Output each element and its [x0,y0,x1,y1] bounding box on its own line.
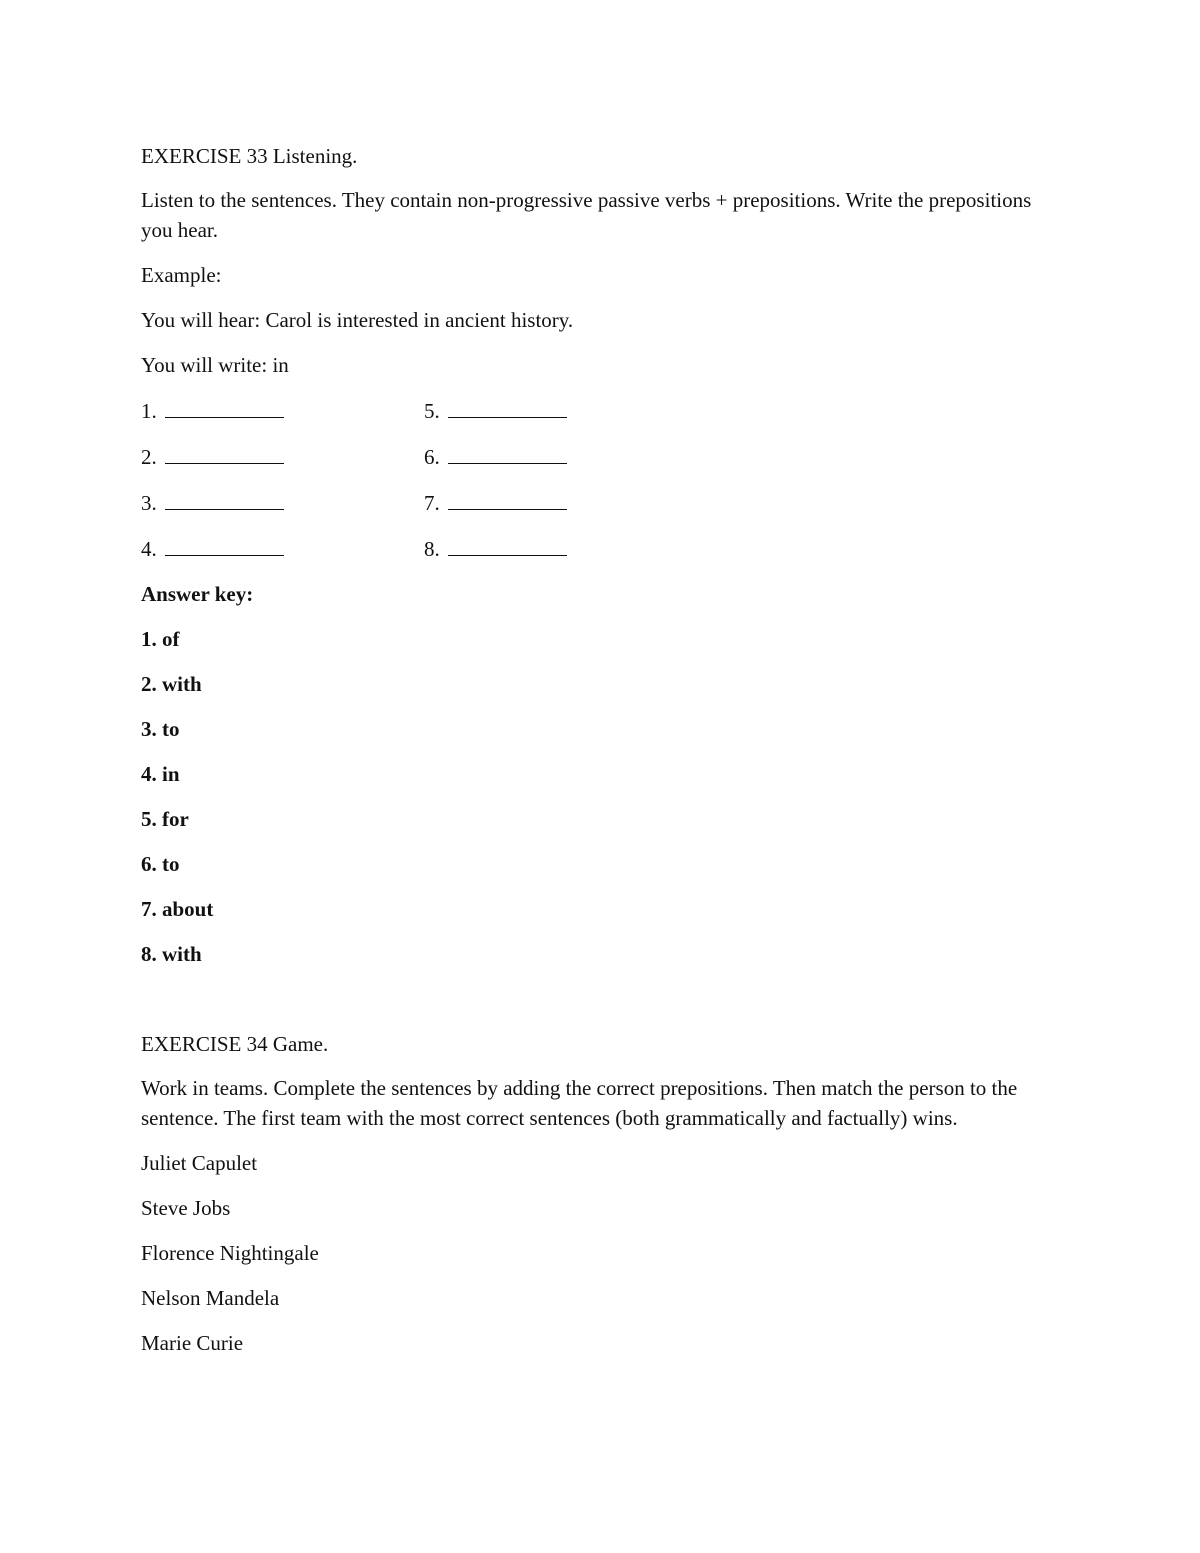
answer-4: 4. in [141,762,180,786]
answer-key-label: Answer key: [141,582,254,606]
example-write: You will write: in [141,353,289,377]
blank-item-1 [141,395,424,426]
blank-item-6 [424,441,707,472]
blank-item-3 [141,487,424,518]
answer-6: 6. to [141,852,180,876]
blank-line[interactable] [165,487,284,510]
answer-2: 2. with [141,672,202,696]
blank-line[interactable] [165,441,284,464]
blank-item-5 [424,395,707,426]
exercise-33-heading: EXERCISE 33 Listening. [141,144,358,168]
blank-number: 1. [141,399,157,423]
blank-number: 2. [141,445,157,469]
person-florence-nightingale: Florence Nightingale [141,1241,319,1265]
exercise-33-instructions: Listen to the sentences. They contain non-progressive passive verbs + prepositions. Write the prepositions you hear. [141,188,1032,242]
blank-number: 8. [424,537,440,561]
blank-number: 4. [141,537,157,561]
blank-item-7 [424,487,707,518]
answer-3: 3. to [141,717,180,741]
blank-line[interactable] [448,441,567,464]
person-marie-curie: Marie Curie [141,1331,244,1355]
blank-line[interactable] [165,395,284,418]
blank-line[interactable] [448,533,567,556]
blank-number: 7. [424,491,440,515]
document-page [141,141,1041,1373]
person-nelson-mandela: Nelson Mandela [141,1286,280,1310]
blank-number: 5. [424,399,440,423]
blank-item-2 [141,441,424,472]
blank-item-8 [424,533,707,564]
example-label: Example: [141,263,222,287]
blank-number: 3. [141,491,157,515]
answer-1: 1. of [141,627,180,651]
exercise-34-heading: EXERCISE 34 Game. [141,1032,329,1056]
answer-blanks [141,395,1041,564]
exercise-34-instructions: Work in teams. Complete the sentences by adding the correct prepositions. Then match the person to the sentence. The first team with the most correct sentences (both grammatically and factually) wins. [141,1076,1018,1130]
blank-line[interactable] [448,487,567,510]
answer-5: 5. for [141,807,189,831]
blank-number: 6. [424,445,440,469]
blank-item-4 [141,533,424,564]
person-juliet-capulet: Juliet Capulet [141,1151,258,1175]
blank-line[interactable] [165,533,284,556]
person-steve-jobs: Steve Jobs [141,1196,231,1220]
answer-7: 7. about [141,897,214,921]
answer-8: 8. with [141,942,202,966]
blank-line[interactable] [448,395,567,418]
example-hear: You will hear: Carol is interested in ancient history. [141,308,574,332]
